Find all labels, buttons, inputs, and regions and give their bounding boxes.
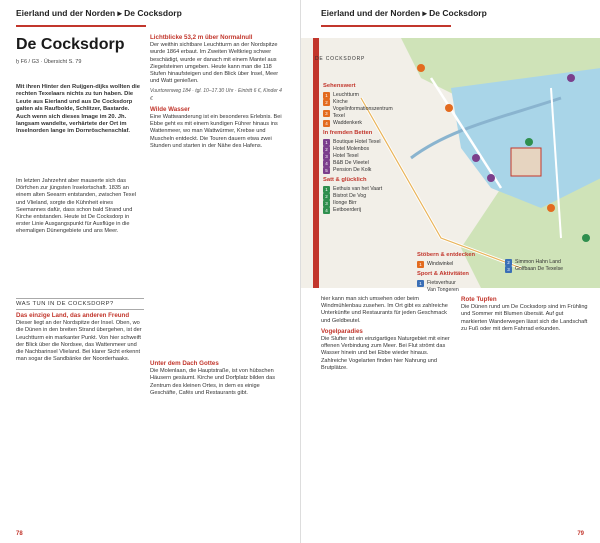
legend-heading-4: Stöbern & entdecken (417, 252, 475, 258)
marker-icon: 4 (323, 160, 330, 167)
header-rule (321, 25, 451, 27)
legend-item: 3 Golfbaan De Texelse (505, 266, 595, 273)
marker-icon: 2 (323, 193, 330, 200)
right-paragraph-1: hier kann man sich umsehen oder beim Windmühlenbau zusehen. Im Ort gibt es zahlreiche Unterkünfte und Restaurants für jeden Geschmack und Geldbeutel. (321, 296, 448, 324)
map-legend-left (323, 80, 403, 214)
legend-item: 1 Eethuis van het Vaart (323, 186, 403, 193)
mid-column-1 (150, 34, 282, 153)
section-body: Dieser liegt an der Nordspitze der Insel. Oben, wo die Dünen in den breiten Strand übergehen, ist der Leuchtturm ein markanter Punkt. Von hier schweift der Blick über die Nordsee, das Wattenmeer und die Nachbarinsel Vlieland. Bei klarer Sicht erkennt man sogar die Sandbänke der Noorderhaaks. (16, 320, 142, 363)
mid-note: Vuurtorenweg 184 · tgl. 10–17.30 Uhr · Eintritt 6 €, Kinder 4 € (150, 88, 282, 102)
legend-item: 2 Bistrot De Vog (323, 193, 403, 200)
legend-item: 2 Kirche (323, 99, 403, 106)
right-heading-2: Rote Tupfen (461, 296, 497, 303)
mid-heading-3: Unter dem Dach Gottes (150, 360, 219, 367)
marker-icon: 2 (505, 259, 512, 266)
marker-icon: 3 (505, 266, 512, 273)
map-legend-middle (417, 249, 507, 294)
right-heading-1: Vogelparadies (321, 327, 363, 335)
marker-icon: 1 (323, 186, 330, 193)
marker-icon: 1 (417, 280, 424, 287)
legend-item: 2 Simmon Hahn Land (505, 259, 595, 266)
legend-item: 1 Fietsverhuur (417, 280, 507, 287)
mid-paragraph-2: Eine Wattwanderung ist ein besonderes Erlebnis. Bei Ebbe geht es mit einem kundigen Führer hinaus ins Wattenmeer, wo man Wattwürmer, Krebse und Muscheln entdeckt. Die Touren dauern etwa zwei Stunden und starten in der Nähe des Hafens. (150, 114, 282, 149)
mid-heading-2: Wilde Wasser (150, 105, 190, 113)
legend-item: 2 Hotel Molenbos (323, 146, 403, 153)
legend-heading-1: Sehenswert (323, 83, 356, 89)
page-number-left: 78 (16, 531, 23, 537)
right-column-2 (461, 296, 589, 336)
right-column-1 (321, 296, 453, 375)
marker-icon: 1 (417, 261, 424, 268)
page-title: De Cocksdorp (16, 36, 125, 53)
marker-icon: 2 (323, 99, 330, 106)
header-text: Eierland und der Norden ▸ De Cocksdorp (16, 8, 182, 18)
mid-paragraph-3: Die Molenlaan, die Hauptstraße, ist von hübschen Häusern gesäumt. Kirche und Dorfplatz bilden das Zentrum des kleinen Ortes, in dem es einige Geschäfte, Cafés und Restaurants gibt. (150, 368, 275, 396)
legend-item: 3 Ilonge Birr (323, 200, 403, 207)
right-paragraph-3: Die Dünen rund um De Cocksdorp sind im Frühling und Sommer mit Blumen übersät. Auf gut markierten Wanderwegen lässt sich die Landschaft zu Fuß oder mit dem Fahrrad erkunden. (461, 304, 588, 332)
running-header-left (16, 8, 182, 26)
left-section-1 (16, 312, 144, 363)
marker-icon: 3 (323, 200, 330, 207)
running-header-right (321, 8, 487, 26)
mid-paragraph-1: Der weithin sichtbare Leuchtturm an der Nordspitze wurde 1864 erbaut. Im Zweiten Weltkrieg schwer beschädigt, wurde er danach mit einem Mantel aus Ziegelsteinen umgeben. Heute kann man die 118 Stufen hinaufsteigen und den Blick über Insel, Meer und Watt genießen. (150, 42, 279, 85)
legend-item: Van Tongeren (427, 287, 459, 293)
marker-icon: 1 (323, 139, 330, 146)
marker-icon: 1 (323, 92, 330, 99)
marker-icon: 3 (323, 110, 330, 117)
legend-item: 3 Hotel Texel (323, 153, 403, 160)
legend-item: 3 Vogelinformationszentrum Texel (323, 106, 403, 120)
legend-item: 4 Waddenkerk (323, 120, 403, 127)
legend-heading-5: Sport & Aktivitäten (417, 271, 469, 277)
legend-item: 1 Boutique Hotel Texel (323, 139, 403, 146)
legend-item: 5 Pension De Kolk (323, 167, 403, 174)
legend-item: 1 Leuchtturm (323, 92, 403, 99)
left-body-text: Im letzten Jahrzehnt aber mauserte sich das Dörfchen zur jüngsten Inselortschaft. 1835 an einem alten Seearm entstanden, zwischen Texel und Vlieland, sorgte die Kühnheit eines Seemannes dafür, dass schon bald Strand und Kirche entstanden. Heute ist De Cocksdorp in erster Linie Ausgangspunkt für Ausflüge in die ehemaligen Dünengebiete und ans Meer. (16, 178, 136, 235)
map-side-bar (313, 38, 319, 288)
right-paragraph-2: Die Slufter ist ein einzigartiges Naturgebiet mit einer offenen Verbindung zum Meer. Bei Flut strömt das Wasser hinein und bei Ebbe wieder hinaus. Zahlreiche Vogelarten finden hier Nahrung und Brutplätze. (321, 336, 450, 371)
lead-paragraph: Mit ihren Hinter den Ruijgen-dijks wollten die rechten Texelaars nichts zu tun haben. Die Leute aus Eierland und aus De Cocksdorp galten als Raufbolde, Schlitzer, Bastarde. Auch wenn sich dieses Image im 20. Jh. langsam wandelte, verhärtete der Ort im Inselnorden lange im Dornröschenschlaf. (16, 84, 140, 135)
page-number-right: 79 (577, 531, 584, 537)
page-subtitle: ḫ F6 / G3 · Übersicht S. 79 (16, 59, 82, 65)
marker-icon: 3 (323, 153, 330, 160)
header-text: Eierland und der Norden ▸ De Cocksdorp (321, 8, 487, 18)
marker-icon: 4 (323, 120, 330, 127)
header-rule (16, 25, 146, 27)
legend-item: 4 B&B De Vleetel (323, 160, 403, 167)
legend-heading-3: Satt & glücklich (323, 177, 367, 183)
section-label: WAS TUN IN DE COCKSDORP? (16, 298, 144, 310)
legend-item: 1 Windwinkel (417, 261, 507, 268)
mid-column-2 (150, 360, 282, 400)
legend-heading-2: In fremden Betten (323, 130, 373, 136)
map-title: DE COCKSDORP (315, 56, 366, 62)
section-heading: Das einzige Land, das anderen Freund (16, 312, 130, 319)
marker-icon: 4 (323, 207, 330, 214)
marker-icon: 2 (323, 146, 330, 153)
legend-item: 4 Eetboerderij (323, 207, 403, 214)
mid-heading-1: Lichtblicke 53,2 m über Normalnull (150, 34, 253, 41)
map-legend-right (505, 249, 595, 273)
right-page (300, 0, 600, 543)
marker-icon: 5 (323, 167, 330, 174)
